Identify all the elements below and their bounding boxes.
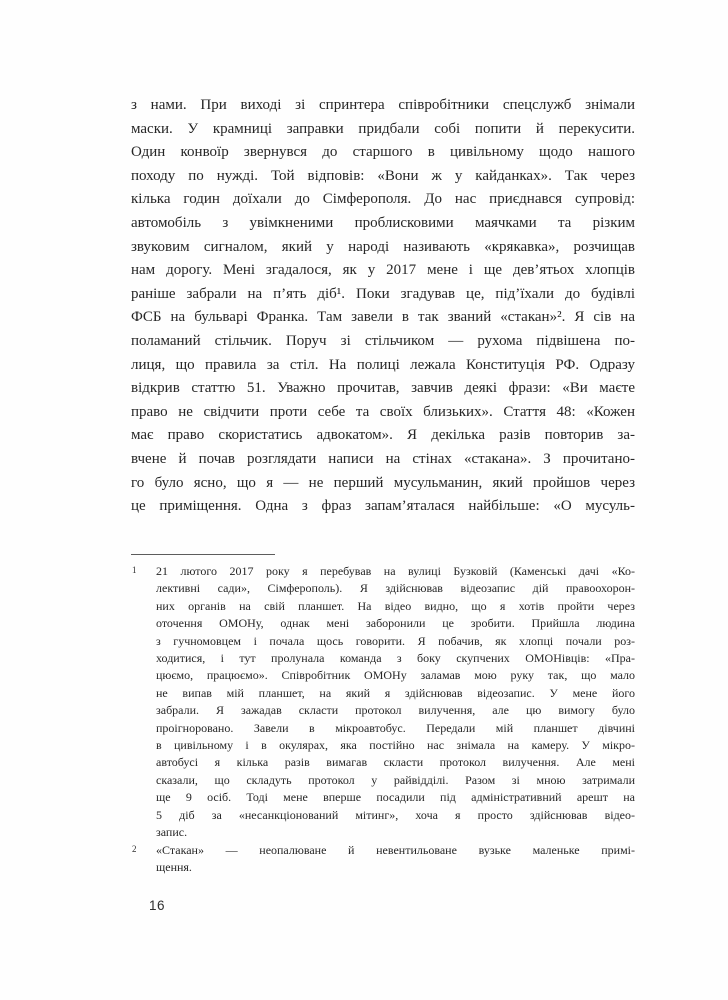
body-line: го було ясно, що я — не перший мусульманин, який пройшов через (131, 474, 635, 491)
body-line: маски. У крамниці заправки придбали собі попити й перекусити. (131, 120, 635, 137)
footnote-line: 21 лютого 2017 року я перебував на вулиці Бузковій (Каменські дачі «Ко- (156, 564, 635, 578)
footnote-line: лективні сади», Сімферополь). Я здійснював відеозапис дій правоохорон- (156, 581, 635, 596)
body-line: лиця, що правила за стіл. На полиці лежала Конституція РФ. Одразу (131, 356, 635, 373)
body-line: це приміщення. Одна з фраз запам’яталася найбільше: «О мусуль- (131, 498, 635, 515)
footnote-divider (131, 554, 275, 555)
footnote-line: цюємо, працюємо». Співробітник ОМОНу заламав мою руку так, що мало (156, 668, 635, 683)
body-line: право не свідчити проти себе та своїх близьких». Стаття 48: «Кожен (131, 403, 635, 420)
body-line: відкрив статтю 51. Уважно прочитав, завчив деякі фрази: «Ви маєте (131, 380, 635, 397)
footnote (131, 563, 635, 842)
footnote-text (156, 563, 635, 842)
footnote-line: сказали, що складуть протокол у райвідділі. Разом зі мною затримали (156, 772, 635, 787)
footnote (131, 842, 635, 877)
footnote-line: з гучномовцем і почала щось говорити. Я побачив, як хлопці почали роз- (156, 633, 635, 648)
footnote-text (156, 842, 635, 877)
body-line: має право скористатись адвокатом». Я декілька разів повторив за- (131, 427, 635, 444)
body-line: поламаний стільчик. Поруч зі стільчиком — рухома підвішена по- (131, 332, 635, 349)
footnote-line: ще 9 осіб. Тоді мене вперше посадили під адміністративний арешт на (156, 790, 635, 805)
body-line: походу по нужді. Той відповів: «Вони ж у кайданках». Так через (131, 167, 635, 184)
footnote-line: не випав мій планшет, на який я здійснював відеозапис. У мене його (156, 685, 635, 700)
footnote-marker: 2 (132, 843, 137, 854)
footnote-line: запис. (156, 825, 188, 840)
body-line: ФСБ на бульварі Франка. Там завели в так званий «стакан»². Я сів на (131, 309, 635, 326)
footnote-line: в цивільному і в окулярах, яка постійно нас знімала на камеру. У мікро- (156, 738, 635, 753)
footnote-line: них органів на свій планшет. На відео видно, що я хотів пройти через (156, 598, 635, 613)
body-line: автомобіль з увімкненими проблисковими маячками та різким (131, 214, 635, 231)
body-line: Один конвоїр звернувся до старшого в цивільному щодо нашого (131, 144, 635, 161)
page-number: 16 (149, 898, 166, 913)
footnotes (131, 563, 635, 876)
footnote-line: забрали. Я зажадав скласти протокол вилучення, але цю вимогу було (156, 703, 635, 718)
body-line: звуковим сигналом, який у народі називають «крякавка», розчищав (131, 238, 635, 255)
body-line: нам дорогу. Мені згадалося, як у 2017 мене і ще дев’ятьох хлопців (131, 262, 635, 279)
footnote-line: оточення ОМОНу, однак мені заборонили це зробити. Прийшла людина (156, 616, 635, 631)
body-text (131, 94, 635, 519)
footnote-line: щення. (156, 859, 192, 874)
body-line: вчене й почав розглядати написи на стінах «стакана». З прочитано- (131, 450, 635, 467)
body-line: з нами. При виході зі спринтера співробітники спецслужб знімали (131, 97, 635, 113)
footnote-line: ходитися, і тут пролунала команда з боку скупчених ОМОНівців: «Пра- (156, 651, 635, 666)
footnote-line: автобусі я кілька разів вимагав скласти протокол вилучення. Але мені (156, 755, 635, 770)
footnote-marker: 1 (132, 565, 137, 575)
footnote-line: проігноровано. Завели в мікроавтобус. Передали мій планшет дівчині (156, 720, 635, 735)
body-line: раніше забрали на п’ять діб¹. Поки згадував це, під’їхали до будівлі (131, 285, 635, 302)
body-line: кілька годин доїхали до Сімферополя. До нас приєднався супровід: (131, 191, 635, 208)
footnote-line: «Стакан» — неопалюване й невентильоване вузьке маленьке примі- (156, 842, 635, 857)
footnote-line: 5 діб за «несанкціонований мітинг», хоча я просто здійснював відео- (156, 807, 635, 822)
